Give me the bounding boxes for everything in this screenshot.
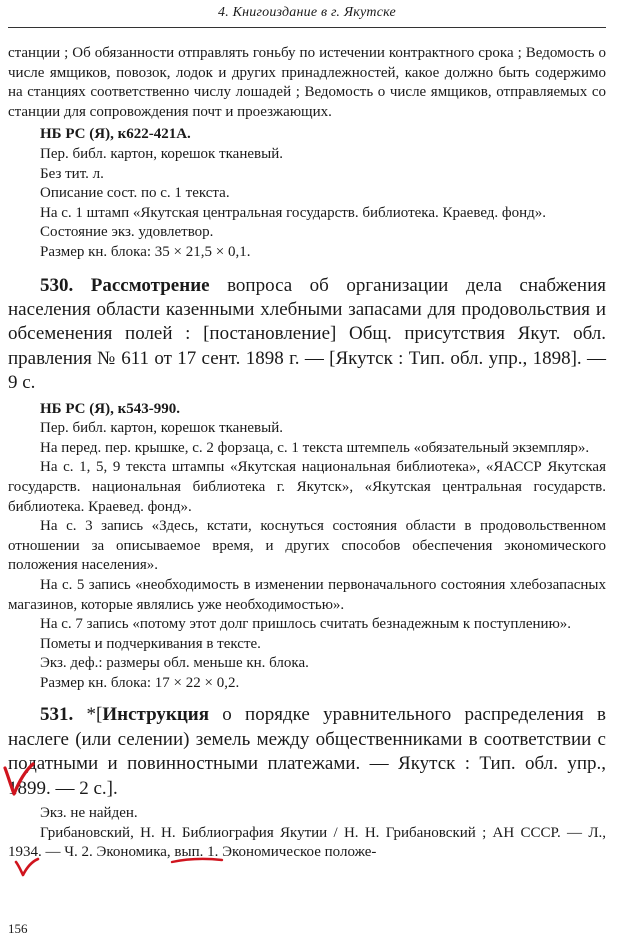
page-body (8, 44, 606, 863)
entry-530: 530. Рассмотрение вопроса об организации дела снабжения населения области казенными хлебными запасами для продовольствия и обсеменения полей : [постановление] Общ. присутствия Якут. обл. правления № 611 от 17 сент. 1898 г. — [Якутск : Тип. обл. упр., 1898]. — 9 с. (8, 274, 606, 394)
shelfmark-622: НБ РС (Я), к622-421А. (40, 126, 191, 143)
entry-531-title: Инструкция (102, 704, 210, 726)
note-line: Описание сост. по с. 1 текста. (40, 185, 230, 202)
note-line: Экз. деф.: размеры обл. меньше кн. блока. (40, 655, 309, 672)
note-line: На перед. пер. крышке, с. 2 форзаца, с. 1 текста штемпель «обязательный экземпляр». (40, 439, 590, 456)
note-line: Состояние экз. удовлетвор. (40, 224, 214, 241)
entry-530-title: Рассмотрение (90, 274, 210, 296)
note-line: Пометы и подчеркивания в тексте. (40, 635, 261, 652)
note-line: На с. 1, 5, 9 текста штампы «Якутская национальная библиотека», «ЯАССР Якутская государств. национальная библиотека г. Якутск», «Якутская центральная государств. библиотека. Краевед. фонд». (8, 459, 606, 515)
note-line: На с. 3 запись «Здесь, кстати, коснуться состояния области в продовольственном отношении за описываемое время, и других способов обеспечения экономического положения населения». (8, 518, 606, 574)
note-line: Пер. библ. картон, корешок тканевый. (40, 420, 283, 437)
note-line: Экз. не найден. (40, 805, 138, 822)
shelfmark-543: НБ РС (Я), к543-990. (40, 400, 180, 417)
page-number: 156 (8, 921, 28, 936)
note-line: Размер кн. блока: 17 × 22 × 0,2. (40, 674, 240, 691)
note-line: Размер кн. блока: 35 × 21,5 × 0,1. (40, 243, 251, 260)
book-page (8, 0, 606, 947)
note-line: На с. 7 запись «потому этот долг пришлось считать безнадежным к поступлению». (40, 616, 572, 633)
note-line: На с. 5 запись «необходимость в изменении первоначального состояния хлебозапасных магазинов, которые являлись уже необходимостью». (8, 576, 606, 613)
header-rule (8, 27, 606, 28)
note-line: Грибановский, Н. Н. Библиография Якутии / Н. Н. Грибановский ; АН СССР. — Л., 1934. — Ч. 2. Экономика, вып. 1. Экономическое положе- (8, 824, 606, 861)
note-line: Без тит. л. (40, 165, 104, 182)
running-head: 4. Книгоиздание в г. Якутске (218, 5, 396, 20)
continuation-paragraph: станции ; Об обязанности отправлять гоньбу по истечении контрактного срока ; Ведомость о числе ямщиков, повозок, лодок и других принадлежностей, какое должно быть содержимо на станциях соответственно числу лошадей ; Ведомость о числе ямщиков, отправляемых со станции для сопровождения почт и проезжающих. (8, 45, 606, 120)
note-line: Пер. библ. картон, корешок тканевый. (40, 145, 283, 162)
entry-531: 531. *[Инструкция о порядке уравнительного распределения в наслеге (или селении) земель между общественниками в соответствии с податными и повинностными платежами. — Якутск : Тип. обл. упр., 1899. — 2 с.]. (8, 704, 606, 799)
note-line: На с. 1 штамп «Якутская центральная государств. библиотека. Краевед. фонд». (40, 204, 547, 221)
